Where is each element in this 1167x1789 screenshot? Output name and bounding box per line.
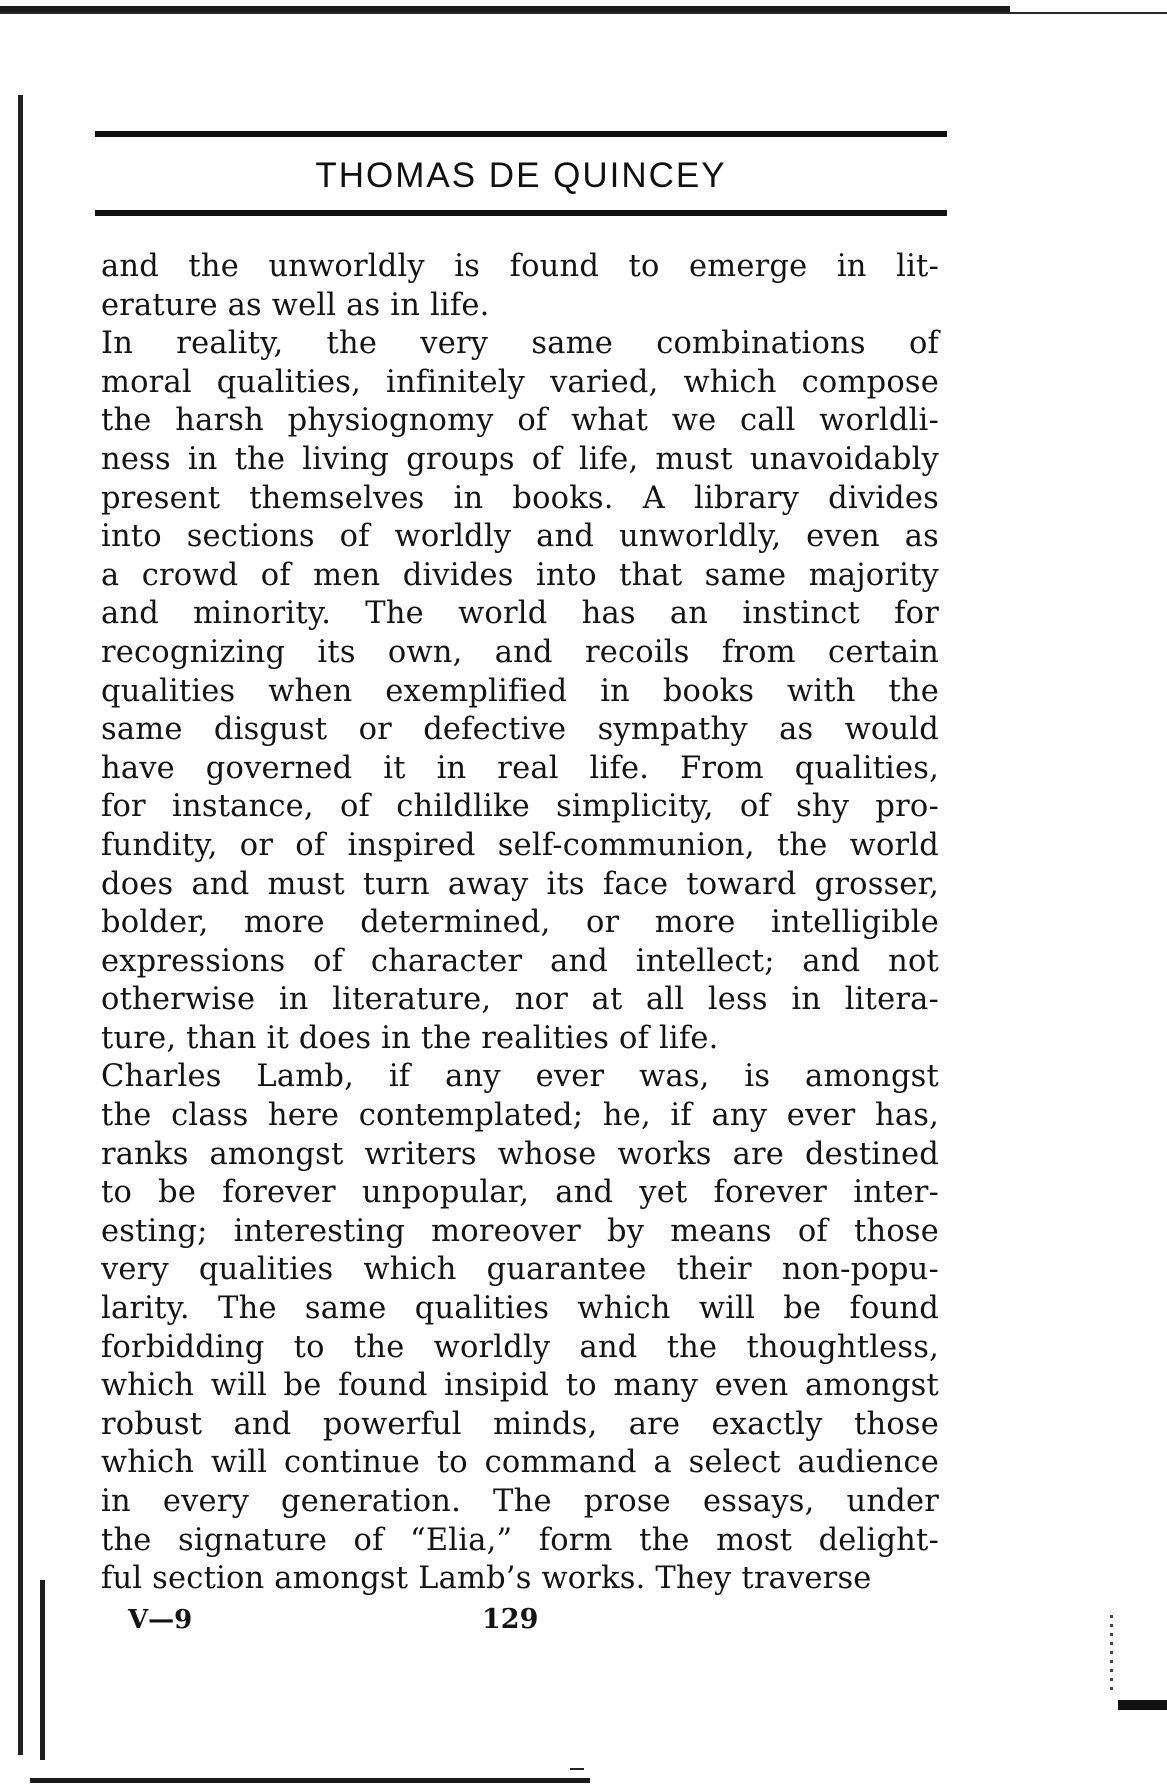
- page-number: 129: [482, 1604, 539, 1635]
- running-head: THOMAS DE QUINCEY: [315, 156, 727, 195]
- text-line: esting; interesting moreover by means of those: [101, 1213, 939, 1249]
- text-line: In reality, the very same combinations of: [101, 326, 939, 362]
- text-line: very qualities which guarantee their non-popu-: [101, 1252, 939, 1288]
- scan-ticks-right: [1110, 1615, 1113, 1695]
- text-line: same disgust or defective sympathy as would: [101, 712, 939, 748]
- text-line: have governed it in real life. From qualities,: [101, 750, 939, 786]
- text-line: present themselves in books. A library divides: [101, 480, 939, 516]
- text-line: a crowd of men divides into that same majority: [101, 557, 939, 593]
- text-line: expressions of character and intellect; and not: [101, 943, 939, 979]
- scan-edge-right: [1118, 1700, 1167, 1710]
- text-line: ranks amongst writers whose works are destined: [101, 1136, 939, 1172]
- body-text: [101, 248, 939, 1599]
- text-line: ful section amongst Lamb’s works. They traverse: [101, 1561, 872, 1597]
- text-line: Charles Lamb, if any ever was, is amongst: [101, 1059, 939, 1095]
- text-line: for instance, of childlike simplicity, of shy pro-: [101, 789, 939, 825]
- text-line: bolder, more determined, or more intelligible: [101, 905, 939, 941]
- text-line: the class here contemplated; he, if any ever has,: [101, 1098, 939, 1134]
- text-line: robust and powerful minds, are exactly those: [101, 1406, 939, 1442]
- text-line: erature as well as in life.: [101, 287, 490, 323]
- header-rule-top: [95, 131, 947, 137]
- scan-mark-bottom: [570, 1768, 584, 1770]
- text-line: otherwise in literature, nor at all less in litera-: [101, 982, 939, 1018]
- text-line: qualities when exemplified in books with the: [101, 673, 939, 709]
- signature-mark: V—9: [128, 1605, 193, 1635]
- text-line: to be forever unpopular, and yet forever inter-: [101, 1175, 939, 1211]
- text-line: forbidding to the worldly and the thoughtless,: [101, 1329, 939, 1365]
- text-line: ness in the living groups of life, must unavoidably: [101, 441, 939, 477]
- text-line: larity. The same qualities which will be found: [101, 1291, 939, 1327]
- text-line: and the unworldly is found to emerge in lit-: [101, 249, 939, 284]
- scan-edge-bottom: [30, 1778, 590, 1783]
- text-line: which will be found insipid to many even amongst: [101, 1368, 939, 1404]
- scan-edge-top-thin: [0, 12, 1167, 14]
- text-line: ture, than it does in the realities of life.: [101, 1020, 719, 1056]
- text-line: moral qualities, infinitely varied, which compose: [101, 364, 939, 400]
- text-line: does and must turn away its face toward grosser,: [101, 866, 939, 902]
- text-line: into sections of worldly and unworldly, even as: [101, 519, 939, 555]
- text-line: in every generation. The prose essays, under: [101, 1484, 939, 1519]
- header-rule-bottom: [95, 210, 947, 216]
- text-line: the harsh physiognomy of what we call worldli-: [101, 403, 939, 439]
- scan-edge-left: [18, 95, 23, 1755]
- text-line: the signature of “Elia,” form the most delight-: [101, 1522, 939, 1558]
- text-line: fundity, or of inspired self-communion, the world: [101, 827, 939, 863]
- text-line: and minority. The world has an instinct for: [101, 596, 939, 632]
- text-line: recognizing its own, and recoils from certain: [101, 634, 939, 670]
- scan-edge-left-lower: [40, 1580, 45, 1760]
- text-line: which will continue to command a select audience: [101, 1445, 939, 1481]
